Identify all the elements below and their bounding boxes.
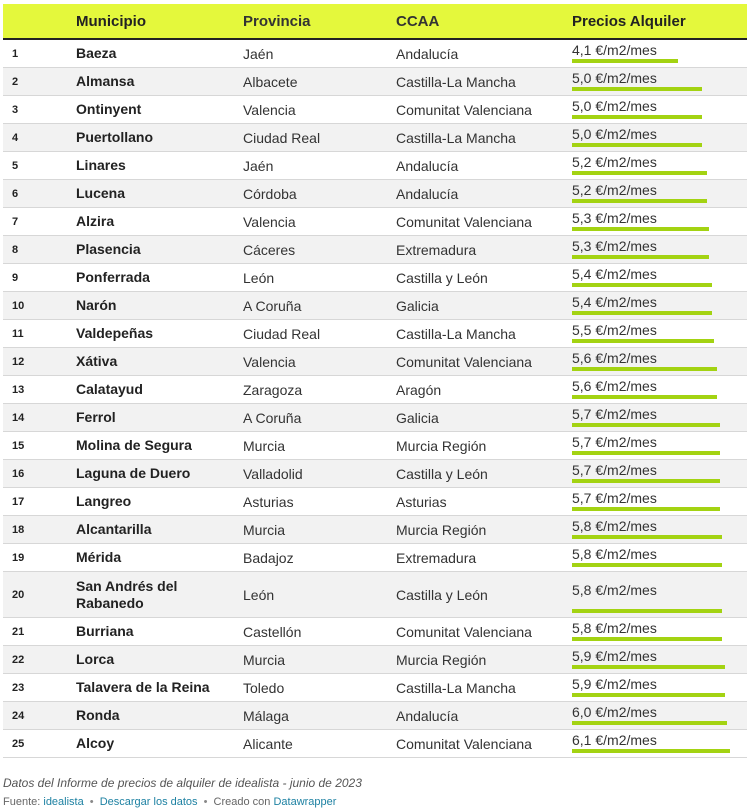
row-municipio: Molina de Segura [76, 437, 192, 453]
price-bar [572, 637, 722, 641]
price-label: 5,6 €/m2/mes [572, 350, 657, 366]
table-row [3, 40, 747, 68]
row-municipio: Narón [76, 297, 117, 313]
table-row [3, 674, 747, 702]
separator: • [203, 796, 208, 808]
row-provincia: Murcia [243, 437, 286, 454]
row-price-cell [572, 730, 747, 757]
price-label: 6,0 €/m2/mes [572, 704, 657, 720]
row-municipio: Laguna de Duero [76, 465, 191, 481]
price-bar [572, 507, 720, 511]
row-provincia: Zaragoza [243, 381, 303, 398]
row-rank: 15 [12, 439, 25, 452]
row-ccaa: Galicia [396, 409, 439, 426]
table-row [3, 152, 747, 180]
row-municipio: Lorca [76, 651, 115, 667]
created-label: Creado con [213, 796, 271, 808]
header-precios-alquiler-label: Precios Alquiler [572, 12, 686, 30]
price-bar [572, 749, 730, 753]
row-price-cell [572, 404, 747, 431]
row-price-cell [572, 292, 747, 319]
row-municipio: Baeza [76, 45, 117, 61]
row-rank: 21 [12, 625, 25, 638]
row-price-cell [572, 236, 747, 263]
table-row [3, 618, 747, 646]
row-municipio: Ronda [76, 707, 120, 723]
row-ccaa: Comunitat Valenciana [396, 623, 532, 640]
row-ccaa: Castilla y León [396, 269, 488, 286]
row-municipio: Langreo [76, 493, 132, 509]
table-body [3, 40, 747, 758]
row-price-cell [572, 124, 747, 151]
row-ccaa: Asturias [396, 493, 447, 510]
price-bar [572, 609, 722, 613]
header-municipio[interactable]: Municipio [76, 12, 146, 30]
row-rank: 4 [12, 131, 19, 144]
header-precios-alquiler[interactable] [572, 4, 747, 38]
row-provincia: Jaén [243, 45, 274, 62]
price-bar [572, 311, 712, 315]
table-row [3, 264, 747, 292]
notes: Datos del Informe de precios de alquiler de idealista - junio de 2023 [3, 776, 362, 790]
price-label: 5,7 €/m2/mes [572, 462, 657, 478]
row-provincia: Murcia [243, 521, 286, 538]
row-rank: 23 [12, 681, 25, 694]
row-rank: 5 [12, 159, 19, 172]
table-row [3, 646, 747, 674]
row-provincia: Valencia [243, 353, 296, 370]
row-municipio: Talavera de la Reina [76, 679, 210, 695]
price-label: 5,6 €/m2/mes [572, 378, 657, 394]
row-rank: 10 [12, 299, 25, 312]
price-label: 5,8 €/m2/mes [572, 582, 657, 598]
table-row [3, 348, 747, 376]
row-rank: 14 [12, 411, 25, 424]
price-label: 5,5 €/m2/mes [572, 322, 657, 338]
table-header [3, 4, 747, 40]
row-price-cell [572, 702, 747, 729]
row-ccaa: Galicia [396, 297, 439, 314]
table-row [3, 320, 747, 348]
row-price-cell [572, 96, 747, 123]
table-row [3, 124, 747, 152]
table-row [3, 236, 747, 264]
row-municipio: Ferrol [76, 409, 116, 425]
price-bar [572, 451, 720, 455]
row-rank: 1 [12, 47, 19, 60]
row-rank: 7 [12, 215, 19, 228]
row-rank: 17 [12, 495, 25, 508]
row-ccaa: Extremadura [396, 241, 477, 258]
source-link[interactable]: idealista [43, 796, 84, 808]
row-provincia: León [243, 586, 275, 603]
table-row [3, 544, 747, 572]
row-rank: 20 [12, 588, 25, 601]
price-bar [572, 423, 720, 427]
row-municipio: Xátiva [76, 353, 118, 369]
price-label: 5,0 €/m2/mes [572, 70, 657, 86]
price-bar [572, 367, 717, 371]
row-price-cell [572, 544, 747, 571]
row-ccaa: Comunitat Valenciana [396, 735, 532, 752]
row-price-cell [572, 68, 747, 95]
row-price-cell [572, 674, 747, 701]
header-ccaa[interactable]: CCAA [396, 12, 440, 30]
table-row [3, 432, 747, 460]
row-ccaa: Comunitat Valenciana [396, 101, 532, 118]
row-provincia: Toledo [243, 679, 285, 696]
row-provincia: Albacete [243, 73, 298, 90]
table-row [3, 404, 747, 432]
row-provincia: Asturias [243, 493, 294, 510]
header-provincia[interactable]: Provincia [243, 12, 311, 30]
row-ccaa: Murcia Región [396, 521, 487, 538]
row-municipio: Burriana [76, 623, 134, 639]
row-provincia: A Coruña [243, 409, 302, 426]
row-price-cell [572, 376, 747, 403]
price-bar [572, 339, 714, 343]
price-label: 5,2 €/m2/mes [572, 182, 657, 198]
row-provincia: Valladolid [243, 465, 303, 482]
row-ccaa: Murcia Región [396, 651, 487, 668]
row-municipio: Lucena [76, 185, 126, 201]
row-provincia: Córdoba [243, 185, 297, 202]
datawrapper-link[interactable]: Datawrapper [273, 796, 337, 808]
price-bar [572, 535, 722, 539]
price-label: 5,9 €/m2/mes [572, 648, 657, 664]
row-provincia: Cáceres [243, 241, 296, 258]
price-label: 5,9 €/m2/mes [572, 676, 657, 692]
table-row [3, 730, 747, 758]
price-bar [572, 199, 707, 203]
row-rank: 13 [12, 383, 25, 396]
row-municipio: Alcantarilla [76, 521, 152, 537]
row-provincia: A Coruña [243, 297, 302, 314]
download-data-link[interactable]: Descargar los datos [99, 796, 198, 808]
row-rank: 19 [12, 551, 25, 564]
price-bar [572, 283, 712, 287]
price-bar [572, 227, 709, 231]
row-municipio: Calatayud [76, 381, 143, 397]
row-rank: 18 [12, 523, 25, 536]
price-label: 6,1 €/m2/mes [572, 732, 657, 748]
row-ccaa: Comunitat Valenciana [396, 213, 532, 230]
row-rank: 8 [12, 243, 19, 256]
row-municipio: Ponferrada [76, 269, 150, 285]
price-label: 5,3 €/m2/mes [572, 210, 657, 226]
row-ccaa: Andalucía [396, 45, 459, 62]
table-row [3, 572, 747, 618]
row-price-cell [572, 208, 747, 235]
row-rank: 25 [12, 737, 25, 750]
row-municipio: San Andrés del Rabanedo [76, 577, 178, 611]
row-provincia: Ciudad Real [243, 129, 321, 146]
row-rank: 6 [12, 187, 19, 200]
price-bar [572, 143, 702, 147]
price-label: 5,7 €/m2/mes [572, 434, 657, 450]
price-label: 5,8 €/m2/mes [572, 518, 657, 534]
price-label: 5,4 €/m2/mes [572, 266, 657, 282]
row-ccaa: Castilla-La Mancha [396, 325, 516, 342]
row-ccaa: Castilla-La Mancha [396, 129, 516, 146]
price-label: 4,1 €/m2/mes [572, 42, 657, 58]
row-provincia: Valencia [243, 101, 296, 118]
source-label: Fuente: [3, 796, 41, 808]
row-ccaa: Comunitat Valenciana [396, 353, 532, 370]
price-label: 5,8 €/m2/mes [572, 546, 657, 562]
row-rank: 9 [12, 271, 19, 284]
row-provincia: Badajoz [243, 549, 294, 566]
price-label: 5,2 €/m2/mes [572, 154, 657, 170]
row-price-cell [572, 40, 747, 67]
price-label: 5,0 €/m2/mes [572, 126, 657, 142]
row-provincia: Murcia [243, 651, 286, 668]
row-rank: 16 [12, 467, 25, 480]
row-ccaa: Castilla y León [396, 465, 488, 482]
row-ccaa: Murcia Región [396, 437, 487, 454]
row-price-cell [572, 618, 747, 645]
footer [3, 796, 336, 808]
row-municipio: Alzira [76, 213, 115, 229]
row-municipio: Mérida [76, 549, 122, 565]
price-label: 5,8 €/m2/mes [572, 620, 657, 636]
table-row [3, 460, 747, 488]
row-provincia: Valencia [243, 213, 296, 230]
price-bar [572, 395, 717, 399]
row-provincia: Málaga [243, 707, 289, 724]
price-bar [572, 59, 678, 63]
row-price-cell [572, 646, 747, 673]
row-price-cell [572, 180, 747, 207]
price-bar [572, 563, 722, 567]
row-price-cell [572, 460, 747, 487]
table-row [3, 180, 747, 208]
price-bar [572, 171, 707, 175]
rent-price-table [3, 4, 747, 758]
row-ccaa: Andalucía [396, 157, 459, 174]
row-ccaa: Castilla-La Mancha [396, 73, 516, 90]
price-bar [572, 115, 702, 119]
row-provincia: Alicante [243, 735, 293, 752]
row-municipio: Almansa [76, 73, 135, 89]
price-label: 5,3 €/m2/mes [572, 238, 657, 254]
price-bar [572, 693, 725, 697]
row-provincia: León [243, 269, 275, 286]
price-bar [572, 721, 727, 725]
row-price-cell [572, 320, 747, 347]
price-bar [572, 255, 709, 259]
row-rank: 12 [12, 355, 25, 368]
table-row [3, 516, 747, 544]
row-rank: 3 [12, 103, 19, 116]
row-municipio: Puertollano [76, 129, 154, 145]
price-label: 5,7 €/m2/mes [572, 406, 657, 422]
row-price-cell [572, 488, 747, 515]
table-row [3, 68, 747, 96]
row-ccaa: Extremadura [396, 549, 477, 566]
table-row [3, 292, 747, 320]
row-municipio: Ontinyent [76, 101, 142, 117]
table-row [3, 702, 747, 730]
row-price-cell [572, 348, 747, 375]
row-price-cell [572, 432, 747, 459]
row-price-cell [572, 516, 747, 543]
row-municipio: Alcoy [76, 735, 115, 751]
row-rank: 24 [12, 709, 25, 722]
row-ccaa: Aragón [396, 381, 442, 398]
table-row [3, 488, 747, 516]
price-bar [572, 479, 720, 483]
price-label: 5,4 €/m2/mes [572, 294, 657, 310]
row-municipio: Valdepeñas [76, 325, 154, 341]
table-row [3, 208, 747, 236]
row-ccaa: Castilla-La Mancha [396, 679, 516, 696]
row-provincia: Jaén [243, 157, 274, 174]
row-ccaa: Andalucía [396, 707, 459, 724]
row-price-cell [572, 152, 747, 179]
row-rank: 22 [12, 653, 25, 666]
row-rank: 2 [12, 75, 19, 88]
row-price-cell [572, 572, 747, 617]
row-municipio: Linares [76, 157, 126, 173]
price-label: 5,0 €/m2/mes [572, 98, 657, 114]
row-ccaa: Andalucía [396, 185, 459, 202]
price-bar [572, 665, 725, 669]
row-provincia: Ciudad Real [243, 325, 321, 342]
table-row [3, 376, 747, 404]
row-municipio: Plasencia [76, 241, 141, 257]
table-row [3, 96, 747, 124]
price-label: 5,7 €/m2/mes [572, 490, 657, 506]
row-ccaa: Castilla y León [396, 586, 488, 603]
separator: • [89, 796, 94, 808]
price-bar [572, 87, 702, 91]
row-price-cell [572, 264, 747, 291]
row-rank: 11 [12, 327, 24, 340]
row-provincia: Castellón [243, 623, 302, 640]
